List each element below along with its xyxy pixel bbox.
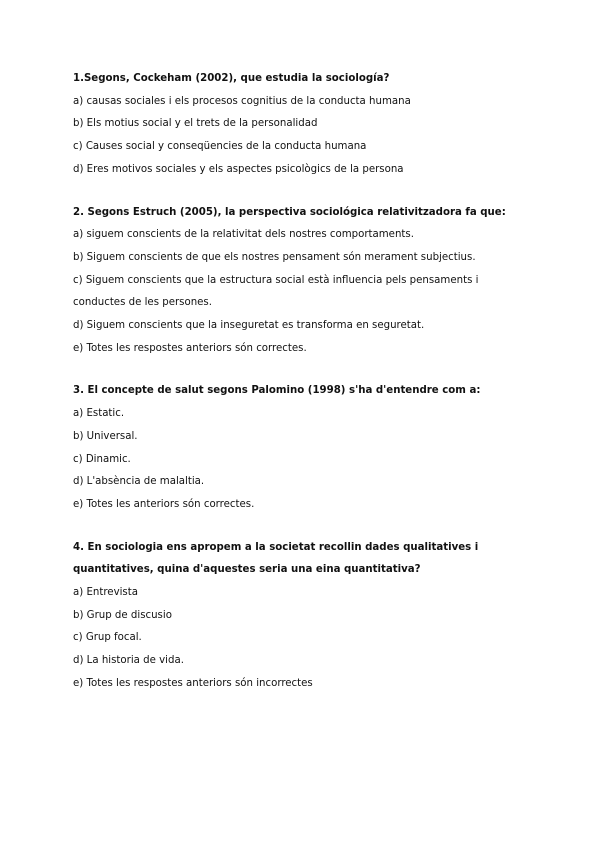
answer-option: c) Dinamic. [73, 453, 131, 465]
answer-option: b) Els motius social y el trets de la personalidad [73, 118, 318, 130]
answer-option: b) Universal. [73, 430, 138, 442]
answer-option: e) Totes les anteriors són correctes. [73, 498, 255, 510]
answer-option: b) Siguem conscients de que els nostres pensament són merament subjectius. [73, 251, 476, 263]
answer-option: a) siguem conscients de la relativitat dels nostres comportaments. [73, 229, 414, 241]
question-title: 3. El concepte de salut segons Palomino (1998) s'ha d'entendre com a: [73, 385, 481, 397]
answer-option: c) Siguem conscients que la estructura social està influencia pels pensaments i conductes de les persones. [73, 274, 479, 309]
question-title: 4. En sociologia ens apropem a la societat recollin dades qualitatives i quantitatives, quina d'aquestes seria una eina quantitativa? [73, 541, 479, 576]
question-title: 1.Segons, Cockeham (2002), que estudia la sociología? [73, 73, 390, 84]
answer-option: a) Entrevista [73, 587, 138, 599]
answer-option: d) L'absència de malaltia. [73, 476, 205, 488]
question-2 [73, 202, 533, 361]
question-title: 2. Segons Estruch (2005), la perspectiva sociológica relativitzadora fa que: [73, 206, 506, 218]
question-1 [73, 68, 533, 182]
answer-option: e) Totes les respostes anteriors són correctes. [73, 342, 307, 354]
answer-option: d) Siguem conscients que la inseguretat es transforma en seguretat. [73, 320, 425, 332]
question-3 [73, 380, 533, 516]
answer-option: a) causas sociales i els procesos cognitius de la conducta humana [73, 95, 411, 107]
answer-option: d) La historia de vida. [73, 655, 184, 667]
answer-option: c) Grup focal. [73, 632, 142, 644]
answer-option: e) Totes les respostes anteriors són incorrectes [73, 677, 313, 689]
document-page [73, 68, 533, 717]
answer-option: b) Grup de discusio [73, 609, 172, 621]
answer-option: a) Estatic. [73, 408, 125, 420]
question-4 [73, 537, 533, 696]
answer-option: d) Eres motivos sociales y els aspectes psicològics de la persona [73, 163, 404, 175]
answer-option: c) Causes social y conseqüencies de la conducta humana [73, 141, 367, 153]
